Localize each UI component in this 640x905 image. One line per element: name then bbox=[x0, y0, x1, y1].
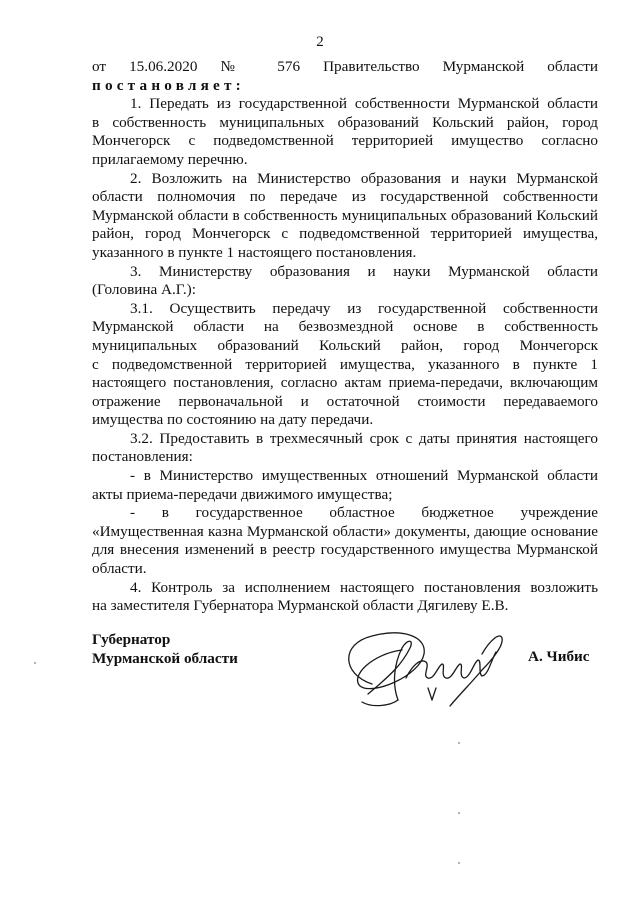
paragraph-line: прилагаемому перечню. bbox=[92, 150, 248, 168]
paragraph-line: 3. Министерству образования и науки Мурманской области bbox=[130, 262, 598, 280]
page-number: 2 bbox=[316, 34, 324, 50]
paragraph-line: 4. Контроль за исполнением настоящего постановления возложить bbox=[130, 578, 598, 596]
paragraph-line: с подведомственной территорией имущества, указанного в пункте 1 bbox=[92, 355, 598, 373]
header-gov: Правительство bbox=[323, 58, 420, 75]
signatory-title-line1: Губернатор bbox=[92, 631, 171, 648]
header-num-sign: № bbox=[220, 58, 255, 75]
header-number: 576 bbox=[277, 58, 301, 75]
paragraph-line: области полномочия по передаче из государственной собственности bbox=[92, 188, 598, 206]
paragraph-line: отражение первоначальной и остаточной стоимости передаваемого bbox=[92, 392, 598, 410]
paragraph-line: указанного в пункте 1 настоящего постановления. bbox=[92, 243, 417, 261]
paragraph-line: Мурманской области на безвозмездной основе в собственность bbox=[92, 318, 598, 336]
paragraph-line: на заместителя Губернатора Мурманской области Дягилеву Е.В. bbox=[92, 597, 509, 615]
document-body bbox=[92, 58, 598, 616]
paragraph-line: - в Министерство имущественных отношений Мурманской области bbox=[130, 467, 598, 485]
signatory-title-line2: Мурманской области bbox=[92, 650, 238, 667]
header-from: от bbox=[92, 58, 107, 75]
header-region-tail: области bbox=[547, 58, 599, 75]
paragraph-line: области. bbox=[92, 560, 147, 578]
paragraph-line: для внесения изменений в реестр государственного имущества Мурманской bbox=[92, 541, 598, 559]
paragraph-line: в собственность муниципальных образований Кольский район, город bbox=[92, 113, 598, 131]
paragraph-line: (Головина А.Г.): bbox=[92, 281, 196, 299]
paragraph-line: район, город Мончегорск с подведомственной территорией имущества, bbox=[92, 225, 598, 243]
scan-speck bbox=[458, 742, 460, 744]
header-region: Мурманской bbox=[442, 58, 525, 75]
scan-speck bbox=[458, 862, 460, 864]
decree-word: постановляет: bbox=[92, 76, 245, 94]
paragraph-line: «Имущественная казна Мурманской области» документы, дающие основание bbox=[92, 522, 598, 540]
header-date: 15.06.2020 bbox=[129, 58, 198, 75]
signatory-title bbox=[92, 630, 238, 668]
header-line bbox=[92, 58, 598, 77]
paragraph-line: акты приема-передачи движимого имущества; bbox=[92, 485, 393, 503]
handwritten-signature bbox=[332, 614, 524, 718]
paragraph-line: 3.2. Предоставить в трехмесячный срок с даты принятия настоящего bbox=[130, 429, 598, 447]
scan-speck bbox=[34, 662, 36, 664]
scan-speck bbox=[458, 812, 460, 814]
paragraph-line: 3.1. Осуществить передачу из государственной собственности bbox=[130, 299, 598, 317]
paragraph-line: Мончегорск с подведомственной территорией имущество согласно bbox=[92, 132, 598, 150]
paragraph-line: настоящего постановления, согласно актам приема-передачи, включающим bbox=[92, 374, 598, 392]
signer-name: А. Чибис bbox=[528, 648, 590, 665]
paragraph-line: муниципальных образований Кольский район, город Мончегорск bbox=[92, 336, 598, 354]
paragraph-line: имущества по состоянию на дату передачи. bbox=[92, 411, 374, 429]
paragraph-line: 2. Возложить на Министерство образования и науки Мурманской bbox=[130, 169, 598, 187]
paragraph-line: 1. Передать из государственной собственности Мурманской области bbox=[130, 95, 598, 113]
paragraph-line: Мурманской области в собственность муниципальных образований Кольский bbox=[92, 206, 598, 224]
paragraph-line: постановления: bbox=[92, 448, 193, 466]
paragraph-line: - в государственное областное бюджетное учреждение bbox=[130, 504, 598, 522]
